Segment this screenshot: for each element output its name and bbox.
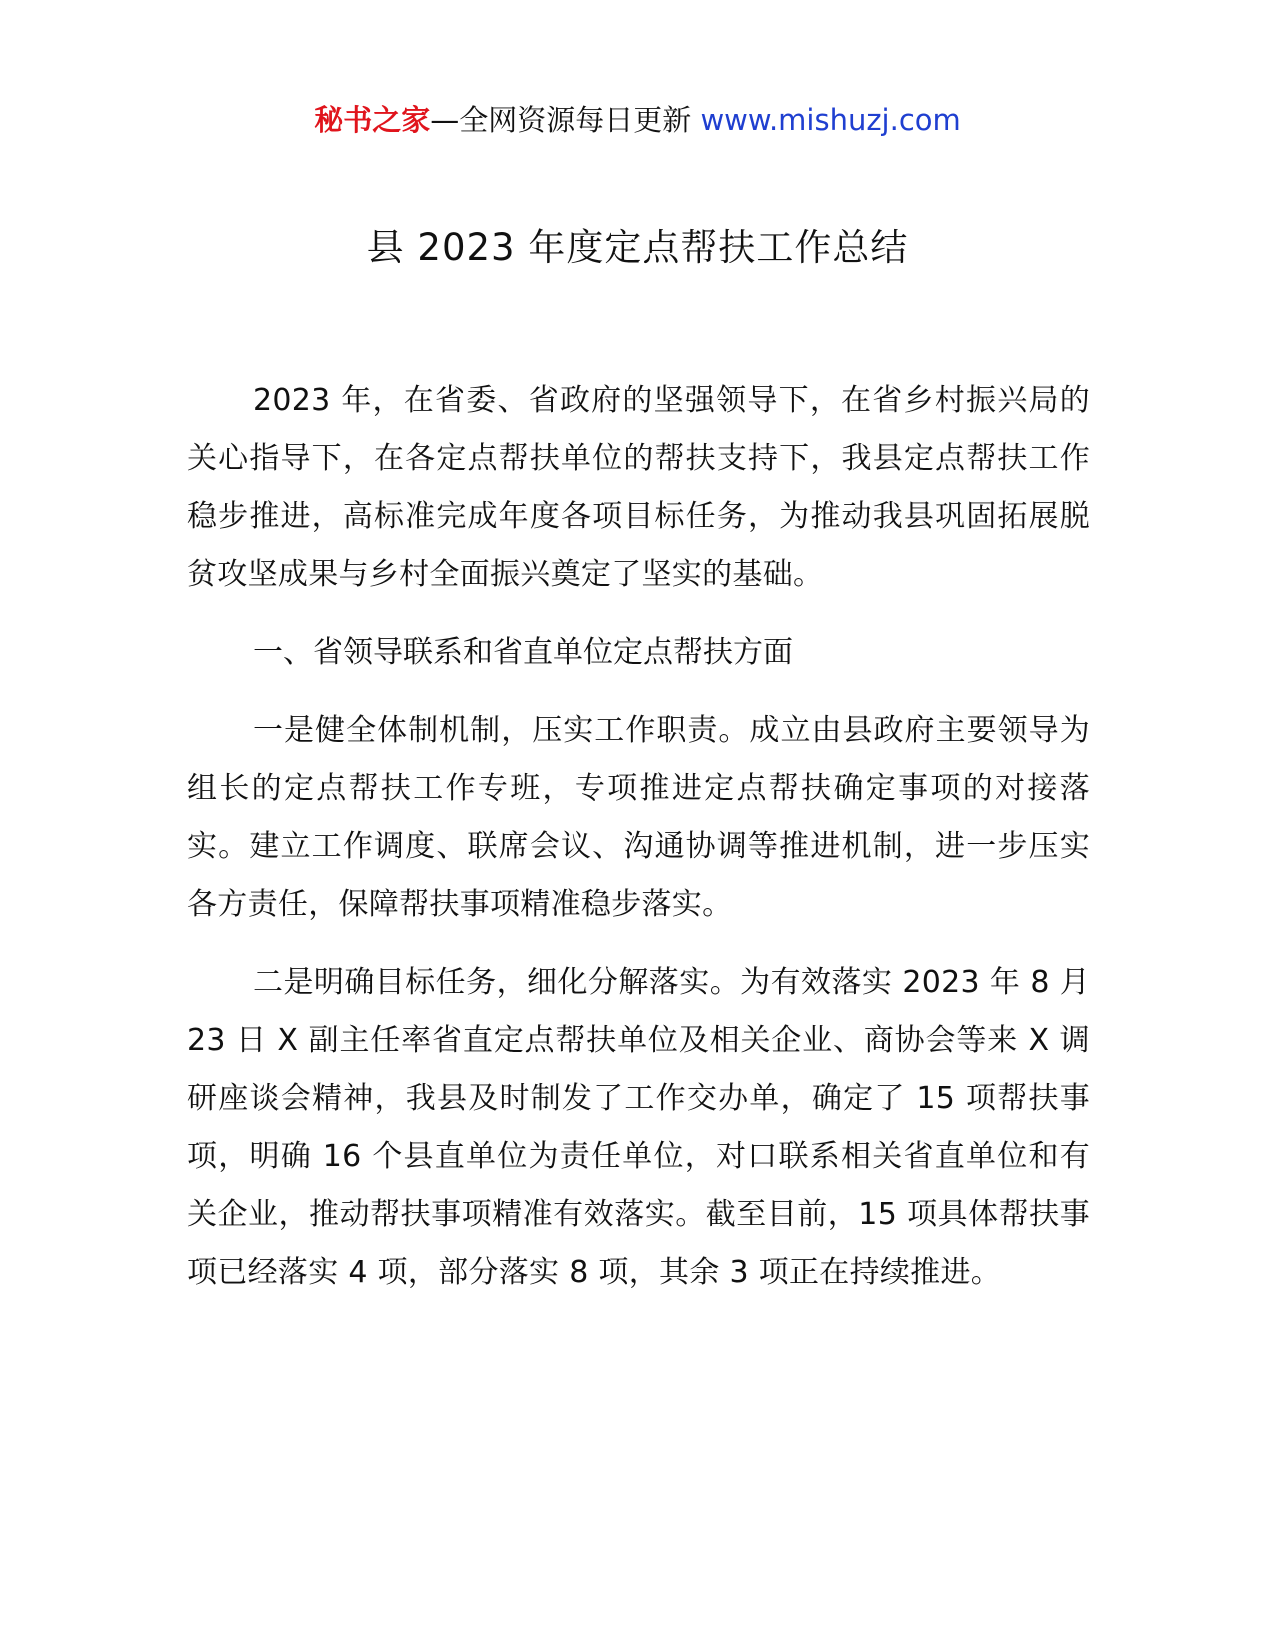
header-tagline: —全网资源每日更新	[430, 103, 692, 137]
body-paragraph: 一是健全体制机制，压实工作职责。成立由县政府主要领导为组长的定点帮扶工作专班，专项推进定点帮扶确定事项的对接落实。建立工作调度、联席会议、沟通协调等推进机制，进一步压实各方责任，保障帮扶事项精准稳步落实。	[187, 713, 1090, 922]
brand-name: 秘书之家	[314, 103, 431, 137]
site-url-link[interactable]: www.mishuzj.com	[700, 103, 961, 137]
site-header	[0, 98, 1275, 142]
section-heading: 一、省领导联系和省直单位定点帮扶方面	[253, 635, 793, 670]
body-paragraph: 二是明确目标任务，细化分解落实。为有效落实 2023 年 8 月 23 日 X 副主任率省直定点帮扶单位及相关企业、商协会等来 X 调研座谈会精神，我县及时制发了工作交办单，确定了 15 项帮扶事项，明确 16 个县直单位为责任单位，对口联系相关省直单位和有关企业，推动帮扶事项精准有效落实。截至目前，15 项具体帮扶事项已经落实 4 项，部分落实 8 项，其余 3 项正在持续推进。	[187, 965, 1090, 1290]
intro-paragraph: 2023 年，在省委、省政府的坚强领导下，在省乡村振兴局的关心指导下，在各定点帮扶单位的帮扶支持下，我县定点帮扶工作稳步推进，高标准完成年度各项目标任务，为推动我县巩固拓展脱贫攻坚成果与乡村全面振兴奠定了坚实的基础。	[187, 383, 1090, 592]
document-title: 县 2023 年度定点帮扶工作总结	[366, 226, 909, 269]
document-body	[187, 372, 1090, 1322]
